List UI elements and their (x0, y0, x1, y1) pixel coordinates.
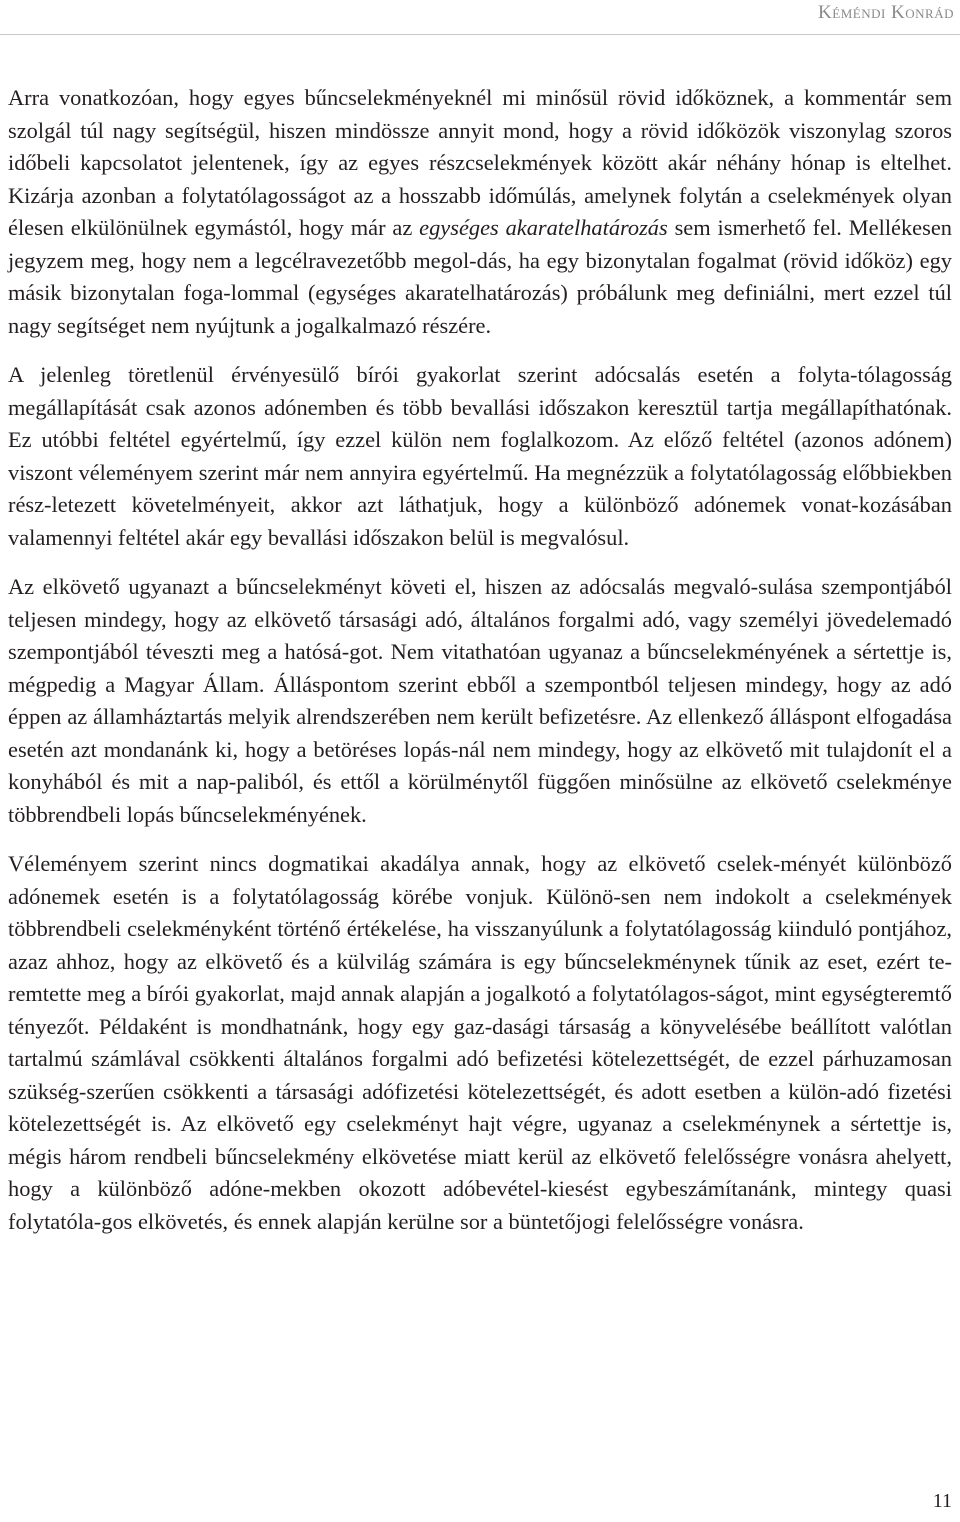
paragraph-4: Véleményem szerint nincs dogmatikai akadálya annak, hogy az elkövető cselek-ményét különböző adónemek esetén is a folytatólagosság körébe vonjuk. Különö-sen nem indokolt a cselekmények többrendbeli cselekményként történő értékelése, ha visszanyúlunk a folytatólagosság kiinduló pontjához, azaz ahhoz, hogy az elkövető és a külvilág számára is egy bűncselekménynek tűnik az eset, ezért te-remtette meg a bírói gyakorlat, majd annak alapján a jogalkotó a folytatólagos-ságot, mint egységteremtő tényezőt. Példaként is mondhatnánk, hogy egy gaz-dasági társaság a könyvelésébe beállított valótlan tartalmú számlával csökkenti általános forgalmi adó befizetési kötelezettségét, de ezzel párhuzamosan szükség-szerűen csökkenti a társasági adófizetési kötelezettségét, és adott esetben a külön-adó fizetési kötelezettségét is. Az elkövető egy cselekményt hajt végre, ugyanaz a cselekménynek a sértettje is, mégis három rendbeli bűncselekmény elkövetése miatt kerül az elkövető felelősségre vonásra ahelyett, hogy a különböző adóne-mekben okozott adóbevétel-kiesést egybeszámítanánk, mintegy quasi folytatóla-gos elkövetés, és ennek alapján kerülne sor a büntetőjogi felelősségre vonásra. (8, 851, 952, 1234)
paragraph-1-text-after: sem ismerhető fel. Mellékesen jegyzem meg, hogy nem a legcélravezetőbb megol-dás, ha egy bizonytalan fogalmat (rövid időköz) egy másik bizonytalan foga-lommal (egységes akaratelhatározás) próbálunk meg definiálni, mert ezzel túl nagy segítséget nem nyújtunk a jogalkalmazó részére. (8, 215, 952, 338)
paragraph-1-emphasis: egységes akaratelhatározás (419, 215, 668, 240)
paragraph-2: A jelenleg töretlenül érvényesülő bírói gyakorlat szerint adócsalás esetén a folyta-tólagosság megállapítását csak azonos adónemben és több bevallási időszakon keresztül tartja megállapíthatónak. Ez utóbbi feltétel egyértelmű, így ezzel külön nem foglalkozom. Az előző feltétel (azonos adónem) viszont véleményem szerint már nem annyira egyértelmű. Ha megnézzük a folytatólagosság előbbiekben rész-letezett követelményeit, akkor azt láthatjuk, hogy a különböző adónemek vonat-kozásában valamennyi feltétel akár egy bevallási időszakon belül is megvalósul. (8, 362, 952, 550)
body-text (8, 82, 952, 1255)
paragraph-3: Az elkövető ugyanazt a bűncselekményt követi el, hiszen az adócsalás megvaló-sulása szempontjából teljesen mindegy, hogy az elkövető társasági adó, általános forgalmi adó, vagy személyi jövedelemadó szempontjából téveszti meg a hatósá-got. Nem vitathatóan ugyanaz a bűncselekményének a sértettje is, mégpedig a Magyar Állam. Álláspontom szerint ebből a szempontból teljesen mindegy, hogy az adó éppen az államháztartás melyik alrendszerében nem került befizetésre. Az ellenkező álláspont elfogadása esetén azt mondanánk ki, hogy a betöréses lopás-nál nem mindegy, hogy az elkövető mit tulajdonít el a konyhából és mit a nap-paliból, és ettől a körülménytől függően minősülne az elkövető cselekménye többrendbeli lopás bűncselekményének. (8, 574, 952, 827)
running-header-author: Kéméndi Konrád (818, 2, 954, 23)
paragraph-1 (8, 82, 952, 342)
header-divider (0, 34, 960, 35)
page-number: 11 (932, 1490, 952, 1512)
paragraph-1-text-before: Arra vonatkozóan, hogy egyes bűncselekményeknél mi minősül rövid időköznek, a kommentár sem szolgál túl nagy segítségül, hiszen mindössze annyit mond, hogy a rövid időközök viszonylag szoros időbeli kapcsolatot jelentenek, így az egyes részcselekmények között akár néhány hónap is eltelhet. Kizárja azonban a folytatólagosságot az a hosszabb időmúlás, amelynek folytán a cselekmények olyan élesen elkülönülnek egymástól, hogy már az (8, 85, 952, 240)
